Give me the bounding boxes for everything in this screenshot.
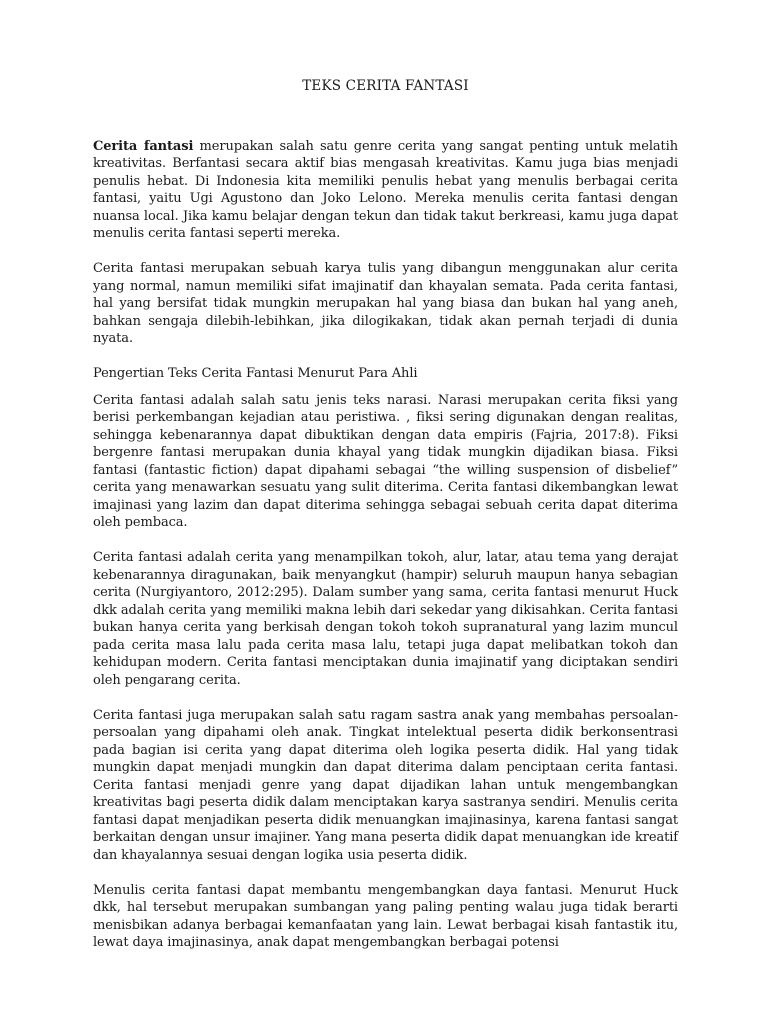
paragraph-3: Cerita fantasi adalah salah satu jenis teks narasi. Narasi merupakan cerita fiksi yang berisi perkembangan kejadian atau peristiwa. , fiksi sering digunakan dengan realitas, sehingga kebenarannya dapat dibuktikan dengan data empiris (Fajria, 2017:8). Fiksi bergenre fantasi merupakan dunia khayal yang tidak mungkin dijadikan biasa. Fiksi fantasi (fantastic fiction) dapat dipahami sebagai “the willing suspension of disbelief” cerita yang menawarkan sesuatu yang sulit diterima. Cerita fantasi dikembangkan lewat imajinasi yang lazim dan dapat diterima sehingga sebagai sebuah cerita dapat diterima oleh pembaca. (93, 392, 678, 530)
paragraph-2: Cerita fantasi merupakan sebuah karya tulis yang dibangun menggunakan alur cerita yang normal, namun memiliki sifat imajinatif dan khayalan semata. Pada cerita fantasi, hal yang bersifat tidak mungkin merupakan hal yang biasa dan bukan hal yang aneh, bahkan sengaja dilebih-lebihkan, jika dilogikakan, tidak akan pernah terjadi di dunia nyata. (93, 261, 678, 346)
paragraph-5: Cerita fantasi juga merupakan salah satu ragam sastra anak yang membahas persoalan-persoalan yang dipahami oleh anak. Tingkat intelektual peserta didik berkonsentrasi pada bagian isi cerita yang dapat diterima oleh logika peserta didik. Hal yang tidak mungkin dapat menjadi mungkin dan dapat diterima dalam penciptaan cerita fantasi. Cerita fantasi menjadi genre yang dapat dijadikan lahan untuk mengembangkan kreativitas bagi peserta didik dalam menciptakan karya sastranya sendiri. Menulis cerita fantasi dapat menjadikan peserta didik menuangkan imajinasinya, karena fantasi sangat berkaitan dengan unsur imajiner. Yang mana peserta didik dapat menuangkan ide kreatif dan khayalannya sesuai dengan logika usia peserta didik. (93, 707, 678, 863)
paragraph-1-body: merupakan salah satu genre cerita yang sangat penting untuk melatih kreativitas. Berfantasi secara aktif bias mengasah kreativitas. Kamu juga bias menjadi penulis hebat. Di Indonesia kita memiliki penulis hebat yang menulis berbagai cerita fantasi, yaitu Ugi Agustono dan Joko Lelono. Mereka menulis cerita fantasi dengan nuansa local. Jika kamu belajar dengan tekun dan tidak takut berkreasi, kamu juga dapat menulis cerita fantasi seperti mereka. (93, 138, 678, 241)
paragraph-6: Menulis cerita fantasi dapat membantu mengembangkan daya fantasi. Menurut Huck dkk, hal tersebut merupakan sumbangan yang paling penting walau juga tidak berarti menisbikan adanya berbagai kemanfaatan yang lain. Lewat berbagai kisah fantastik itu, lewat daya imajinasinya, anak dapat mengembangkan berbagai potensi (93, 882, 678, 950)
section-subheading: Pengertian Teks Cerita Fantasi Menurut Para Ahli (93, 366, 418, 381)
document-title: TEKS CERITA FANTASI (302, 78, 469, 94)
paragraph-4: Cerita fantasi adalah cerita yang menampilkan tokoh, alur, latar, atau tema yang derajat kebenarannya diragunakan, baik menyangkut (hampir) seluruh maupun hanya sebagian cerita (Nurgiyantoro, 2012:295). Dalam sumber yang sama, cerita fantasi menurut Huck dkk adalah cerita yang memiliki makna lebih dari sekedar yang dikisahkan. Cerita fantasi bukan hanya cerita yang berkisah dengan tokoh tokoh supranatural yang lazim muncul pada cerita masa lalu pada cerita masa lalu, tetapi juga dapat melibatkan tokoh dan kehidupan modern. Cerita fantasi menciptakan dunia imajinatif yang diciptakan sendiri oleh pengarang cerita. (93, 550, 678, 688)
paragraph-1-lead: Cerita fantasi (93, 138, 194, 154)
paragraph-1 (93, 138, 678, 243)
